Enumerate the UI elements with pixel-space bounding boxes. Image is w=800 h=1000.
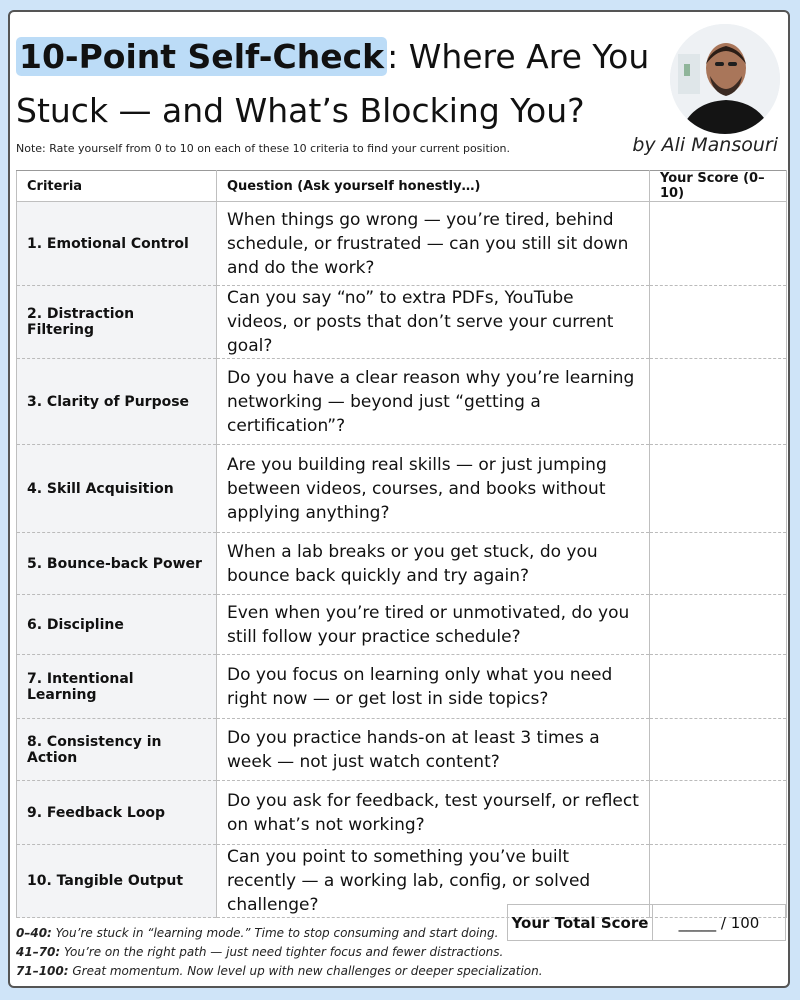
title-highlight: 10-Point Self-Check — [16, 37, 387, 76]
header-question: Question (Ask yourself honestly…) — [217, 171, 650, 202]
title-rest: : Where Are You Stuck — and What’s Blocking You? — [16, 37, 650, 130]
criteria-cell: 1. Emotional Control — [17, 202, 217, 286]
page-title — [16, 30, 656, 138]
question-cell: Do you have a clear reason why you’re learning networking — beyond just “getting a certification”? — [217, 359, 650, 445]
legend-range: 0–40: — [16, 926, 52, 940]
question-cell: Do you practice hands-on at least 3 times a week — not just watch content? — [217, 719, 650, 781]
table-row — [17, 445, 787, 533]
score-input-cell[interactable] — [650, 359, 787, 445]
criteria-cell: 2. Distraction Filtering — [17, 286, 217, 359]
legend-item — [16, 924, 543, 943]
table-row — [17, 719, 787, 781]
legend-text: Great momentum. Now level up with new challenges or deeper specialization. — [68, 964, 543, 978]
criteria-cell: 8. Consistency in Action — [17, 719, 217, 781]
score-input-cell[interactable] — [650, 719, 787, 781]
criteria-cell: 4. Skill Acquisition — [17, 445, 217, 533]
question-cell: When a lab breaks or you get stuck, do you bounce back quickly and try again? — [217, 533, 650, 595]
score-input-cell[interactable] — [650, 595, 787, 655]
criteria-cell: 5. Bounce-back Power — [17, 533, 217, 595]
legend-range: 41–70: — [16, 945, 61, 959]
table-row — [17, 359, 787, 445]
question-cell: Are you building real skills — or just jumping between videos, courses, and books without applying anything? — [217, 445, 650, 533]
criteria-cell: 7. Intentional Learning — [17, 655, 217, 719]
header-score: Your Score (0–10) — [650, 171, 787, 202]
header-criteria: Criteria — [17, 171, 217, 202]
question-cell: When things go wrong — you’re tired, behind schedule, or frustrated — can you still sit down and do the work? — [217, 202, 650, 286]
score-input-cell[interactable] — [650, 445, 787, 533]
table-row — [17, 595, 787, 655]
total-score-field[interactable]: _____ / 100 — [653, 905, 786, 941]
criteria-cell: 10. Tangible Output — [17, 845, 217, 918]
worksheet-card — [8, 10, 790, 988]
table-row — [17, 781, 787, 845]
table-row — [17, 286, 787, 359]
question-cell: Do you ask for feedback, test yourself, or reflect on what’s not working? — [217, 781, 650, 845]
question-cell: Even when you’re tired or unmotivated, do you still follow your practice schedule? — [217, 595, 650, 655]
table-header-row — [17, 171, 787, 202]
legend-item — [16, 962, 543, 981]
score-input-cell[interactable] — [650, 655, 787, 719]
question-cell: Do you focus on learning only what you need right now — or get lost in side topics? — [217, 655, 650, 719]
legend-range: 71–100: — [16, 964, 69, 978]
total-score-label: Your Total Score — [508, 905, 653, 941]
criteria-cell: 9. Feedback Loop — [17, 781, 217, 845]
score-input-cell[interactable] — [650, 533, 787, 595]
question-cell: Can you say “no” to extra PDFs, YouTube videos, or posts that don’t serve your current goal? — [217, 286, 650, 359]
self-check-table — [16, 170, 787, 918]
score-input-cell[interactable] — [650, 781, 787, 845]
legend-text: You’re stuck in “learning mode.” Time to stop consuming and start doing. — [51, 926, 499, 940]
score-legend — [16, 924, 543, 981]
criteria-cell: 3. Clarity of Purpose — [17, 359, 217, 445]
table-row — [17, 533, 787, 595]
author-avatar — [670, 24, 780, 134]
legend-text: You’re on the right path — just need tighter focus and fewer distractions. — [60, 945, 504, 959]
criteria-cell: 6. Discipline — [17, 595, 217, 655]
author-byline: by Ali Mansouri — [632, 134, 778, 156]
question-cell: Can you point to something you’ve built recently — a working lab, config, or solved challenge? — [217, 845, 650, 918]
instructions-note: Note: Rate yourself from 0 to 10 on each of these 10 criteria to find your current position. — [16, 142, 511, 155]
score-input-cell[interactable] — [650, 286, 787, 359]
table-row — [17, 202, 787, 286]
table-row — [17, 655, 787, 719]
total-score-box — [507, 904, 786, 941]
legend-item — [16, 943, 543, 962]
score-input-cell[interactable] — [650, 202, 787, 286]
